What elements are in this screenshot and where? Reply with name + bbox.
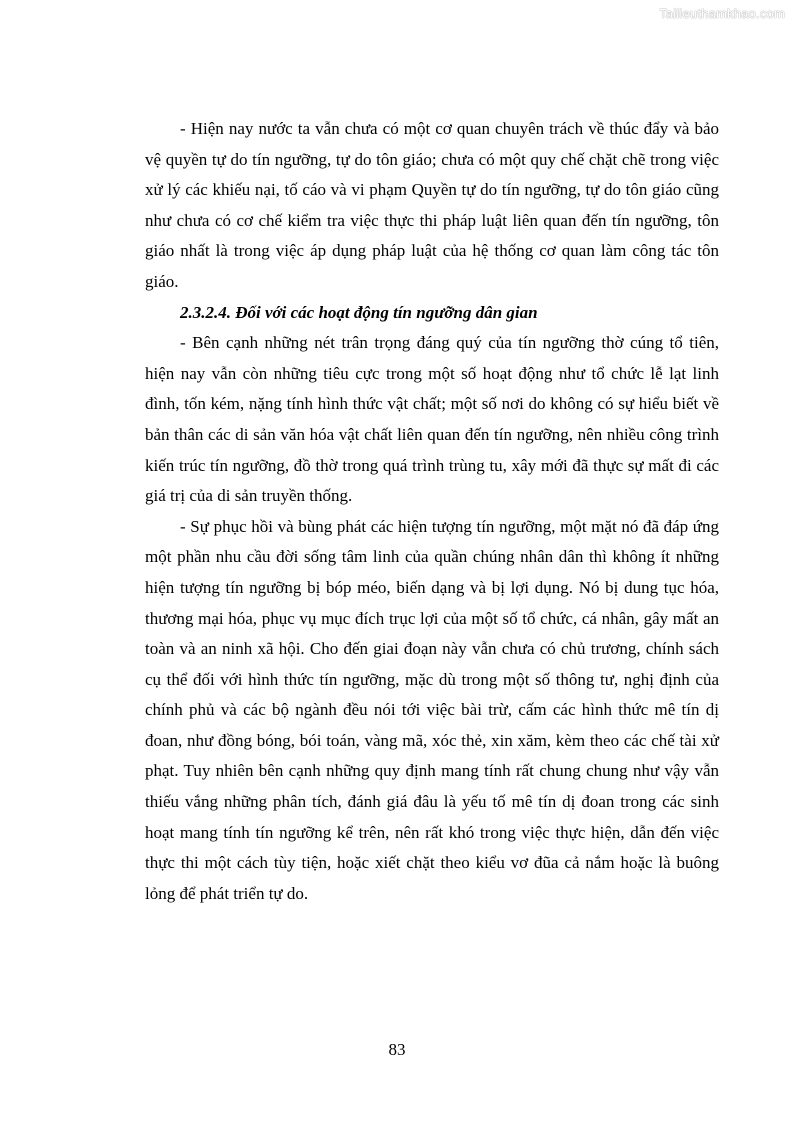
watermark-text: Tailieuthamkhao.com (659, 6, 785, 21)
paragraph-3: - Sự phục hồi và bùng phát các hiện tượng tín ngưỡng, một mặt nó đã đáp ứng một phần nhu cầu đời sống tâm linh của quần chúng nhân dân thì không ít những hiện tượng tín ngưỡng bị bóp méo, biến dạng và bị lợi dụng. Nó bị dung tục hóa, thương mại hóa, phục vụ mục đích trục lợi của một số tổ chức, cá nhân, gây mất an toàn và an ninh xã hội. Cho đến giai đoạn này vẫn chưa có chủ trương, chính sách cụ thể đối với hình thức tín ngưỡng, mặc dù trong một số thông tư, nghị định của chính phủ và các bộ ngành đều nói tới việc bài trừ, cấm các hình thức mê tín dị đoan, như đồng bóng, bói toán, vàng mã, xóc thẻ, xin xăm, kèm theo các chế tài xử phạt. Tuy nhiên bên cạnh những quy định mang tính rất chung chung như vậy vẫn thiếu vắng những phân tích, đánh giá đâu là yếu tố mê tín dị đoan trong các sinh hoạt mang tính tín ngưỡng kể trên, nên rất khó trong việc thực hiện, dẫn đến việc thực thi một cách tùy tiện, hoặc xiết chặt theo kiểu vơ đũa cả nắm hoặc là buông lỏng để phát triển tự do. (145, 516, 719, 903)
page-body (145, 114, 719, 909)
page-number: 83 (388, 1040, 406, 1059)
paragraph-2: - Bên cạnh những nét trân trọng đáng quý của tín ngưỡng thờ cúng tổ tiên, hiện nay vẫn còn những tiêu cực trong một số hoạt động như tổ chức lễ lạt linh đình, tốn kém, nặng tính hình thức vật chất; một số nơi do không có sự hiểu biết về bản thân các di sản văn hóa vật chất liên quan đến tín ngưỡng, nên nhiều công trình kiến trúc tín ngưỡng, đồ thờ trong quá trình trùng tu, xây mới đã thực sự mất đi các giá trị của di sản truyền thống. (145, 333, 719, 506)
paragraph-1: - Hiện nay nước ta vẫn chưa có một cơ quan chuyên trách về thúc đẩy và bảo vệ quyền tự do tín ngưỡng, tự do tôn giáo; chưa có một quy chế chặt chẽ trong việc xử lý các khiếu nại, tố cáo và vi phạm Quyền tự do tín ngưỡng, tự do tôn giáo cũng như chưa có cơ chế kiểm tra việc thực thi pháp luật liên quan đến tín ngưỡng, tôn giáo nhất là trong việc áp dụng pháp luật của hệ thống cơ quan làm công tác tôn giáo. (145, 119, 719, 291)
section-heading: 2.3.2.4. Đối với các hoạt động tín ngưỡng dân gian (180, 302, 538, 322)
